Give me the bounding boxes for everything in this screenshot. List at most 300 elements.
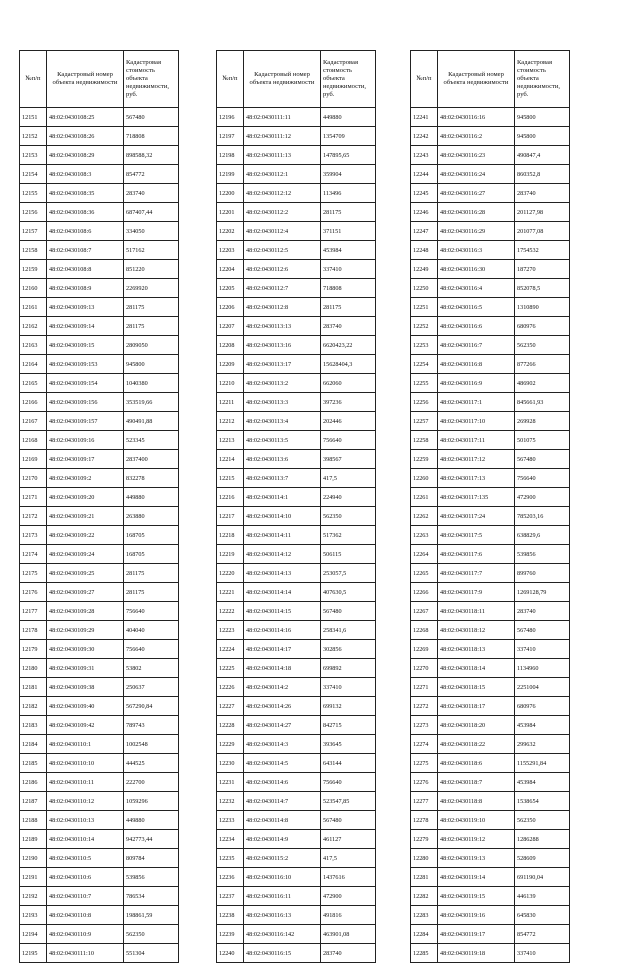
- row-number: 12157: [20, 222, 47, 241]
- cadastral-value: 2837400: [124, 450, 179, 469]
- row-number: 12193: [20, 906, 47, 925]
- cadastral-value: 851220: [124, 260, 179, 279]
- row-number: 12268: [411, 621, 438, 640]
- table-row: [411, 507, 570, 526]
- cadastral-number: 48:02:0430117:1: [438, 393, 515, 412]
- cadastral-value: 899760: [515, 564, 570, 583]
- cadastral-number: 48:02:0430112:2: [244, 203, 321, 222]
- table-row: [411, 317, 570, 336]
- table-row: [217, 317, 376, 336]
- cadastral-number: 48:02:0430110:11: [47, 773, 124, 792]
- cadastral-number: 48:02:0430118:6: [438, 754, 515, 773]
- cadastral-table-2: [216, 50, 376, 963]
- cadastral-number: 48:02:0430116:10: [244, 868, 321, 887]
- cadastral-value: 472900: [321, 887, 376, 906]
- cadastral-number: 48:02:0430109:21: [47, 507, 124, 526]
- row-number: 12156: [20, 203, 47, 222]
- cadastral-number: 48:02:0430108:3: [47, 165, 124, 184]
- cadastral-number: 48:02:0430114:13: [244, 564, 321, 583]
- cadastral-value: 860352,8: [515, 165, 570, 184]
- cadastral-number: 48:02:0430119:12: [438, 830, 515, 849]
- row-number: 12206: [217, 298, 244, 317]
- cadastral-number: 48:02:0430116:2: [438, 127, 515, 146]
- row-number: 12284: [411, 925, 438, 944]
- table-row: [20, 355, 179, 374]
- table-row: [20, 393, 179, 412]
- row-number: 12178: [20, 621, 47, 640]
- row-number: 12274: [411, 735, 438, 754]
- cadastral-number: 48:02:0430110:6: [47, 868, 124, 887]
- table-row: [411, 108, 570, 127]
- table-row: [411, 336, 570, 355]
- row-number: 12258: [411, 431, 438, 450]
- cadastral-value: 501075: [515, 431, 570, 450]
- cadastral-number: 48:02:0430109:28: [47, 602, 124, 621]
- cadastral-value: 444525: [124, 754, 179, 773]
- cadastral-value: 945800: [124, 355, 179, 374]
- row-number: 12280: [411, 849, 438, 868]
- cadastral-value: 567480: [515, 621, 570, 640]
- table-row: [20, 564, 179, 583]
- cadastral-value: 337410: [515, 944, 570, 963]
- table-row: [411, 222, 570, 241]
- row-number: 12229: [217, 735, 244, 754]
- row-number: 12212: [217, 412, 244, 431]
- cadastral-value: 567480: [515, 450, 570, 469]
- row-number: 12240: [217, 944, 244, 963]
- table-row: [217, 868, 376, 887]
- cadastral-number: 48:02:0430113:7: [244, 469, 321, 488]
- cadastral-number: 48:02:0430116:28: [438, 203, 515, 222]
- cadastral-number: 48:02:0430113:17: [244, 355, 321, 374]
- cadastral-value: 523547,85: [321, 792, 376, 811]
- cadastral-number: 48:02:0430108:36: [47, 203, 124, 222]
- cadastral-value: 281175: [124, 564, 179, 583]
- cadastral-value: 567480: [321, 811, 376, 830]
- cadastral-number: 48:02:0430109:42: [47, 716, 124, 735]
- cadastral-number: 48:02:0430118:8: [438, 792, 515, 811]
- cadastral-number: 48:02:0430112:7: [244, 279, 321, 298]
- cadastral-value: 202446: [321, 412, 376, 431]
- header-cadastral-number: Кадастровый номер объекта недвижимости: [47, 51, 124, 108]
- table-row: [411, 868, 570, 887]
- cadastral-number: 48:02:0430116:5: [438, 298, 515, 317]
- cadastral-value: 283740: [515, 602, 570, 621]
- cadastral-value: 147895,65: [321, 146, 376, 165]
- table-row: [217, 241, 376, 260]
- cadastral-number: 48:02:0430114:5: [244, 754, 321, 773]
- table-row: [217, 260, 376, 279]
- cadastral-value: 449880: [124, 811, 179, 830]
- cadastral-number: 48:02:0430116:24: [438, 165, 515, 184]
- table-row: [411, 184, 570, 203]
- table-row: [20, 944, 179, 963]
- cadastral-number: 48:02:0430117:24: [438, 507, 515, 526]
- cadastral-value: 253057,5: [321, 564, 376, 583]
- cadastral-value: 789743: [124, 716, 179, 735]
- cadastral-value: 337410: [321, 678, 376, 697]
- cadastral-number: 48:02:0430109:25: [47, 564, 124, 583]
- table-row: [20, 317, 179, 336]
- row-number: 12235: [217, 849, 244, 868]
- cadastral-value: 854772: [515, 925, 570, 944]
- cadastral-number: 48:02:0430109:14: [47, 317, 124, 336]
- row-number: 12227: [217, 697, 244, 716]
- cadastral-number: 48:02:0430116:30: [438, 260, 515, 279]
- header-cadastral-value: Кадастровая стоимость объекта недвижимости, руб.: [124, 51, 179, 108]
- table-row: [20, 241, 179, 260]
- cadastral-value: 53802: [124, 659, 179, 678]
- cadastral-number: 48:02:0430119:13: [438, 849, 515, 868]
- table-row: [411, 146, 570, 165]
- cadastral-number: 48:02:0430116:29: [438, 222, 515, 241]
- table-row: [411, 678, 570, 697]
- row-number: 12210: [217, 374, 244, 393]
- table-row: [20, 184, 179, 203]
- cadastral-value: 832278: [124, 469, 179, 488]
- cadastral-number: 48:02:0430110:10: [47, 754, 124, 773]
- row-number: 12211: [217, 393, 244, 412]
- table-row: [20, 716, 179, 735]
- cadastral-number: 48:02:0430113:2: [244, 374, 321, 393]
- cadastral-number: 48:02:0430111:12: [244, 127, 321, 146]
- cadastral-value: 417,5: [321, 469, 376, 488]
- cadastral-number: 48:02:0430117:5: [438, 526, 515, 545]
- row-number: 12259: [411, 450, 438, 469]
- cadastral-value: 6620423,22: [321, 336, 376, 355]
- cadastral-value: 562350: [124, 925, 179, 944]
- cadastral-value: 523345: [124, 431, 179, 450]
- cadastral-value: 2251004: [515, 678, 570, 697]
- cadastral-number: 48:02:0430109:38: [47, 678, 124, 697]
- cadastral-number: 48:02:0430112:6: [244, 260, 321, 279]
- row-number: 12256: [411, 393, 438, 412]
- cadastral-number: 48:02:0430118:7: [438, 773, 515, 792]
- row-number: 12220: [217, 564, 244, 583]
- table-row: [411, 298, 570, 317]
- table-row: [411, 830, 570, 849]
- cadastral-value: 453984: [515, 773, 570, 792]
- cadastral-value: 945800: [515, 108, 570, 127]
- table-row: [20, 735, 179, 754]
- table-row: [217, 355, 376, 374]
- cadastral-value: 756640: [321, 773, 376, 792]
- cadastral-value: 486902: [515, 374, 570, 393]
- row-number: 12225: [217, 659, 244, 678]
- table-row: [411, 279, 570, 298]
- row-number: 12246: [411, 203, 438, 222]
- row-number: 12252: [411, 317, 438, 336]
- cadastral-value: 283740: [321, 944, 376, 963]
- cadastral-number: 48:02:0430117:135: [438, 488, 515, 507]
- table-row: [411, 127, 570, 146]
- row-number: 12237: [217, 887, 244, 906]
- table-row: [20, 431, 179, 450]
- cadastral-value: 1059296: [124, 792, 179, 811]
- row-number: 12218: [217, 526, 244, 545]
- cadastral-number: 48:02:0430114:14: [244, 583, 321, 602]
- cadastral-number: 48:02:0430114:3: [244, 735, 321, 754]
- table-row: [411, 450, 570, 469]
- cadastral-value: 809784: [124, 849, 179, 868]
- table-row: [20, 906, 179, 925]
- row-number: 12197: [217, 127, 244, 146]
- cadastral-number: 48:02:0430112:5: [244, 241, 321, 260]
- cadastral-number: 48:02:0430114:8: [244, 811, 321, 830]
- cadastral-value: 461127: [321, 830, 376, 849]
- cadastral-number: 48:02:0430116:4: [438, 279, 515, 298]
- cadastral-number: 48:02:0430118:15: [438, 678, 515, 697]
- row-number: 12282: [411, 887, 438, 906]
- cadastral-value: 756640: [515, 469, 570, 488]
- cadastral-number: 48:02:0430109:20: [47, 488, 124, 507]
- table-row: [217, 146, 376, 165]
- row-number: 12230: [217, 754, 244, 773]
- table-row: [411, 374, 570, 393]
- row-number: 12154: [20, 165, 47, 184]
- cadastral-number: 48:02:0430116:11: [244, 887, 321, 906]
- row-number: 12251: [411, 298, 438, 317]
- row-number: 12264: [411, 545, 438, 564]
- cadastral-number: 48:02:0430119:10: [438, 811, 515, 830]
- row-number: 12276: [411, 773, 438, 792]
- table-row: [411, 241, 570, 260]
- cadastral-number: 48:02:0430110:8: [47, 906, 124, 925]
- cadastral-number: 48:02:0430109:27: [47, 583, 124, 602]
- row-number: 12175: [20, 564, 47, 583]
- table-row: [217, 944, 376, 963]
- cadastral-value: 1155291,84: [515, 754, 570, 773]
- cadastral-number: 48:02:0430118:12: [438, 621, 515, 640]
- table-row: [20, 792, 179, 811]
- cadastral-number: 48:02:0430117:7: [438, 564, 515, 583]
- cadastral-number: 48:02:0430108:26: [47, 127, 124, 146]
- cadastral-number: 48:02:0430114:27: [244, 716, 321, 735]
- cadastral-number: 48:02:0430118:22: [438, 735, 515, 754]
- cadastral-value: 1134960: [515, 659, 570, 678]
- row-number: 12262: [411, 507, 438, 526]
- row-number: 12152: [20, 127, 47, 146]
- cadastral-value: 281175: [321, 298, 376, 317]
- cadastral-value: 562350: [515, 336, 570, 355]
- row-number: 12190: [20, 849, 47, 868]
- cadastral-number: 48:02:0430114:7: [244, 792, 321, 811]
- row-number: 12201: [217, 203, 244, 222]
- cadastral-number: 48:02:0430117:11: [438, 431, 515, 450]
- cadastral-number: 48:02:0430113:5: [244, 431, 321, 450]
- cadastral-number: 48:02:0430108:29: [47, 146, 124, 165]
- row-number: 12221: [217, 583, 244, 602]
- row-number: 12215: [217, 469, 244, 488]
- row-number: 12273: [411, 716, 438, 735]
- row-number: 12239: [217, 925, 244, 944]
- table-row: [217, 526, 376, 545]
- row-number: 12163: [20, 336, 47, 355]
- row-number: 12191: [20, 868, 47, 887]
- cadastral-value: 699892: [321, 659, 376, 678]
- row-number: 12167: [20, 412, 47, 431]
- row-number: 12198: [217, 146, 244, 165]
- table-row: [20, 450, 179, 469]
- cadastral-number: 48:02:0430110:14: [47, 830, 124, 849]
- cadastral-value: 258341,6: [321, 621, 376, 640]
- cadastral-number: 48:02:0430119:14: [438, 868, 515, 887]
- cadastral-value: 662060: [321, 374, 376, 393]
- cadastral-number: 48:02:0430114:11: [244, 526, 321, 545]
- cadastral-value: 785203,16: [515, 507, 570, 526]
- cadastral-number: 48:02:0430114:26: [244, 697, 321, 716]
- cadastral-value: 756640: [321, 431, 376, 450]
- cadastral-value: 198861,59: [124, 906, 179, 925]
- cadastral-number: 48:02:0430114:12: [244, 545, 321, 564]
- table-row: [217, 412, 376, 431]
- row-number: 12226: [217, 678, 244, 697]
- table-row: [217, 773, 376, 792]
- table-row: [20, 374, 179, 393]
- cadastral-number: 48:02:0430110:7: [47, 887, 124, 906]
- table-row: [217, 640, 376, 659]
- row-number: 12228: [217, 716, 244, 735]
- row-number: 12255: [411, 374, 438, 393]
- table-row: [20, 507, 179, 526]
- cadastral-value: 562350: [321, 507, 376, 526]
- row-number: 12275: [411, 754, 438, 773]
- row-number: 12260: [411, 469, 438, 488]
- cadastral-value: 407630,5: [321, 583, 376, 602]
- row-number: 12168: [20, 431, 47, 450]
- cadastral-value: 490491,88: [124, 412, 179, 431]
- table-row: [217, 830, 376, 849]
- table-row: [217, 887, 376, 906]
- table-row: [20, 222, 179, 241]
- cadastral-number: 48:02:0430108:8: [47, 260, 124, 279]
- cadastral-value: 1754532: [515, 241, 570, 260]
- cadastral-number: 48:02:0430116:23: [438, 146, 515, 165]
- row-number: 12281: [411, 868, 438, 887]
- cadastral-number: 48:02:0430111:11: [244, 108, 321, 127]
- table-row: [20, 526, 179, 545]
- cadastral-value: 567480: [321, 602, 376, 621]
- row-number: 12196: [217, 108, 244, 127]
- row-number: 12208: [217, 336, 244, 355]
- cadastral-value: 718808: [321, 279, 376, 298]
- table-header-row: [411, 51, 570, 108]
- row-number: 12231: [217, 773, 244, 792]
- cadastral-value: 1040380: [124, 374, 179, 393]
- table-row: [411, 469, 570, 488]
- cadastral-number: 48:02:0430109:22: [47, 526, 124, 545]
- cadastral-value: 15628404,3: [321, 355, 376, 374]
- table-row: [411, 545, 570, 564]
- table-row: [217, 849, 376, 868]
- cadastral-number: 48:02:0430116:3: [438, 241, 515, 260]
- table-row: [217, 583, 376, 602]
- table-row: [411, 697, 570, 716]
- cadastral-value: 201127,98: [515, 203, 570, 222]
- cadastral-value: 942773,44: [124, 830, 179, 849]
- cadastral-number: 48:02:0430108:25: [47, 108, 124, 127]
- table-row: [217, 697, 376, 716]
- table-header-row: [20, 51, 179, 108]
- cadastral-number: 48:02:0430117:9: [438, 583, 515, 602]
- table-row: [217, 184, 376, 203]
- row-number: 12173: [20, 526, 47, 545]
- table-row: [217, 621, 376, 640]
- table-row: [411, 735, 570, 754]
- table-row: [20, 849, 179, 868]
- table-row: [217, 602, 376, 621]
- cadastral-number: 48:02:0430119:17: [438, 925, 515, 944]
- cadastral-value: 224940: [321, 488, 376, 507]
- cadastral-value: 334050: [124, 222, 179, 241]
- cadastral-number: 48:02:0430109:16: [47, 431, 124, 450]
- table-row: [20, 583, 179, 602]
- row-number: 12263: [411, 526, 438, 545]
- cadastral-number: 48:02:0430117:6: [438, 545, 515, 564]
- cadastral-number: 48:02:0430110:13: [47, 811, 124, 830]
- cadastral-number: 48:02:0430113:13: [244, 317, 321, 336]
- table-row: [411, 906, 570, 925]
- table-row: [20, 165, 179, 184]
- cadastral-value: 404040: [124, 621, 179, 640]
- table-row: [411, 773, 570, 792]
- cadastral-value: 1437616: [321, 868, 376, 887]
- row-number: 12266: [411, 583, 438, 602]
- cadastral-value: 506115: [321, 545, 376, 564]
- cadastral-number: 48:02:0430118:20: [438, 716, 515, 735]
- cadastral-value: 2269920: [124, 279, 179, 298]
- cadastral-number: 48:02:0430110:5: [47, 849, 124, 868]
- table-row: [20, 488, 179, 507]
- row-number: 12223: [217, 621, 244, 640]
- table-row: [217, 469, 376, 488]
- cadastral-number: 48:02:0430119:15: [438, 887, 515, 906]
- row-number: 12233: [217, 811, 244, 830]
- cadastral-number: 48:02:0430109:15: [47, 336, 124, 355]
- cadastral-number: 48:02:0430108:35: [47, 184, 124, 203]
- table-row: [217, 165, 376, 184]
- cadastral-value: 491816: [321, 906, 376, 925]
- cadastral-value: 490847,4: [515, 146, 570, 165]
- header-number: №п/п: [20, 51, 47, 108]
- cadastral-number: 48:02:0430110:12: [47, 792, 124, 811]
- header-number: №п/п: [411, 51, 438, 108]
- row-number: 12250: [411, 279, 438, 298]
- row-number: 12277: [411, 792, 438, 811]
- cadastral-number: 48:02:0430113:3: [244, 393, 321, 412]
- table-row: [217, 127, 376, 146]
- row-number: 12187: [20, 792, 47, 811]
- cadastral-value: 2809050: [124, 336, 179, 355]
- row-number: 12189: [20, 830, 47, 849]
- cadastral-number: 48:02:0430109:157: [47, 412, 124, 431]
- cadastral-value: 283740: [515, 184, 570, 203]
- cadastral-number: 48:02:0430116:9: [438, 374, 515, 393]
- cadastral-number: 48:02:0430112:12: [244, 184, 321, 203]
- table-row: [20, 279, 179, 298]
- cadastral-number: 48:02:0430115:2: [244, 849, 321, 868]
- cadastral-number: 48:02:0430118:13: [438, 640, 515, 659]
- table-row: [217, 507, 376, 526]
- row-number: 12269: [411, 640, 438, 659]
- table-row: [411, 488, 570, 507]
- row-number: 12207: [217, 317, 244, 336]
- cadastral-number: 48:02:0430116:15: [244, 944, 321, 963]
- cadastral-value: 397236: [321, 393, 376, 412]
- cadastral-value: 281175: [124, 298, 179, 317]
- row-number: 12244: [411, 165, 438, 184]
- table-row: [217, 431, 376, 450]
